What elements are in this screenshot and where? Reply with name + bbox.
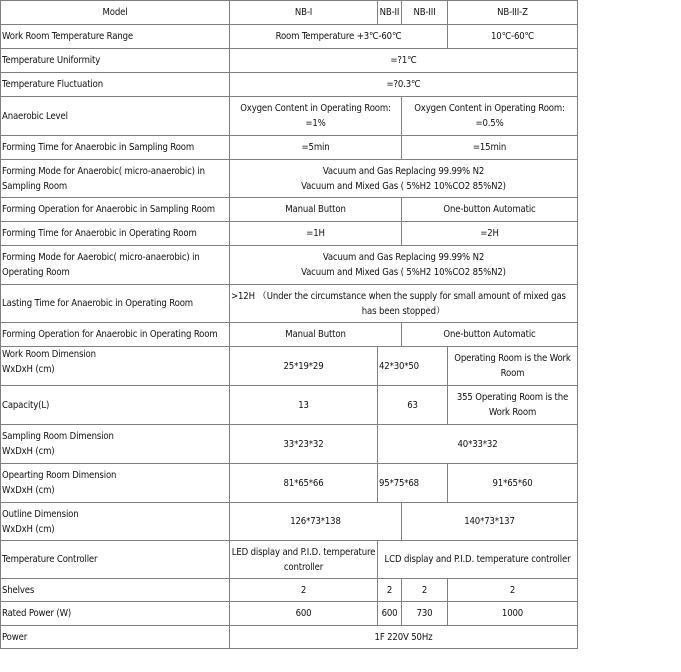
cell-value: =15min xyxy=(402,136,578,160)
label-line: Outline Dimension xyxy=(2,508,79,520)
cell-value: 33*23*32 xyxy=(230,425,378,464)
cell-value xyxy=(230,97,402,136)
cell-line: Vacuum and Mixed Gas ( 5%H2 10%CO2 85%N2) xyxy=(301,180,506,192)
row-label: Shelves xyxy=(1,579,230,602)
label-line: Work Room Dimension xyxy=(2,349,96,360)
cell-line: 355 Operating Room is the xyxy=(456,392,569,403)
row-label xyxy=(1,246,230,285)
row-label: Power xyxy=(1,626,230,649)
cell-line: Operating Room is the Work xyxy=(454,353,571,364)
cell-value: LCD display and P.I.D. temperature controller xyxy=(378,541,578,579)
row-label: Work Room Temperature Range xyxy=(1,25,230,49)
cell-line: >12H （Under the circumstance when the supply for small amount of mixed gas xyxy=(231,290,566,302)
table-row xyxy=(1,347,578,386)
cell-value xyxy=(448,347,578,386)
cell-value: One-button Automatic xyxy=(402,323,578,347)
cell-value xyxy=(230,160,578,198)
row-label xyxy=(1,503,230,541)
cell-value: Room Temperature +3℃-60℃ xyxy=(230,25,448,49)
cell-value: =?0.3℃ xyxy=(230,73,578,97)
table-row xyxy=(1,222,578,246)
cell-value: 2 xyxy=(448,579,578,602)
cell-value: =1H xyxy=(230,222,402,246)
table-row xyxy=(1,73,578,97)
label-line: Operating Room xyxy=(2,267,70,278)
cell-value: 2 xyxy=(402,579,448,602)
cell-value: 81*65*66 xyxy=(230,464,378,503)
cell-line: =0.5% xyxy=(475,118,504,129)
row-label: Forming Time for Anaerobic in Sampling Room xyxy=(1,136,230,160)
cell-line: has been stopped） xyxy=(361,305,446,317)
header-model: Model xyxy=(1,1,230,25)
row-label: Temperature Fluctuation xyxy=(1,73,230,97)
table-row xyxy=(1,198,578,222)
cell-value: 40*33*32 xyxy=(378,425,578,464)
cell-value: 13 xyxy=(230,386,378,425)
table-row xyxy=(1,541,578,579)
cell-value: Manual Button xyxy=(230,198,402,222)
table-row xyxy=(1,626,578,649)
cell-value: 95*75*68 xyxy=(378,464,448,503)
cell-value: 25*19*29 xyxy=(230,347,378,386)
table-row xyxy=(1,425,578,464)
cell-value: 600 xyxy=(378,602,402,626)
cell-line: Vacuum and Mixed Gas ( 5%H2 10%CO2 85%N2) xyxy=(301,267,506,278)
row-label: Anaerobic Level xyxy=(1,97,230,136)
row-label: Temperature Controller xyxy=(1,541,230,579)
row-label xyxy=(1,464,230,503)
cell-value: =?1℃ xyxy=(230,49,578,73)
table-row xyxy=(1,97,578,136)
label-line: WxDxH (cm) xyxy=(2,485,55,496)
label-line: Forming Mode for Aaerobic( micro-anaerobic) in xyxy=(2,252,200,263)
cell-value: 1F 220V 50Hz xyxy=(230,626,578,649)
cell-value: 63 xyxy=(378,386,448,425)
label-line: WxDxH (cm) xyxy=(2,364,55,375)
table-row xyxy=(1,246,578,285)
cell-value: 2 xyxy=(378,579,402,602)
cell-value xyxy=(230,285,578,323)
cell-value: One-button Automatic xyxy=(402,198,578,222)
row-label xyxy=(1,160,230,198)
table-row xyxy=(1,285,578,323)
cell-value: 140*73*137 xyxy=(402,503,578,541)
table-row xyxy=(1,503,578,541)
row-label: Rated Power (W) xyxy=(1,602,230,626)
cell-line: LED display and P.I.D. temperature xyxy=(231,546,376,558)
cell-value: =5min xyxy=(230,136,402,160)
row-label: Lasting Time for Anaerobic in Operating Room xyxy=(1,285,230,323)
row-label: Forming Operation for Anaerobic in Operating Room xyxy=(1,323,230,347)
cell-value xyxy=(230,246,578,285)
table-row xyxy=(1,49,578,73)
table-row xyxy=(1,579,578,602)
label-line: Sampling Room Dimension xyxy=(2,431,114,442)
row-label: Temperature Uniformity xyxy=(1,49,230,73)
cell-value xyxy=(448,386,578,425)
row-label: Capacity(L) xyxy=(1,386,230,425)
row-label xyxy=(1,347,230,386)
table-row xyxy=(1,386,578,425)
table-row xyxy=(1,464,578,503)
cell-line: Room xyxy=(500,368,525,379)
cell-value: Manual Button xyxy=(230,323,402,347)
table-row xyxy=(1,1,578,25)
cell-value xyxy=(230,541,378,579)
table-row xyxy=(1,323,578,347)
header-nb3z: NB-III-Z xyxy=(448,1,578,25)
cell-line: Oxygen Content in Operating Room: xyxy=(414,103,565,114)
label-line: Sampling Room xyxy=(2,180,68,192)
cell-value: 126*73*138 xyxy=(230,503,402,541)
cell-value: 91*65*60 xyxy=(448,464,578,503)
header-nb3: NB-III xyxy=(402,1,448,25)
cell-value: 600 xyxy=(230,602,378,626)
cell-value xyxy=(402,97,578,136)
table-row xyxy=(1,25,578,49)
row-label: Forming Time for Anaerobic in Operating Room xyxy=(1,222,230,246)
cell-line: Vacuum and Gas Replacing 99.99% N2 xyxy=(322,252,485,263)
header-nb1: NB-I xyxy=(230,1,378,25)
header-nb2: NB-II xyxy=(378,1,402,25)
cell-value: 42*30*50 xyxy=(378,347,448,386)
row-label xyxy=(1,425,230,464)
cell-value: 1000 xyxy=(448,602,578,626)
cell-line: Oxygen Content in Operating Room: xyxy=(240,103,391,114)
cell-line: Vacuum and Gas Replacing 99.99% N2 xyxy=(322,165,485,177)
cell-value: 10℃-60℃ xyxy=(448,25,578,49)
cell-value: =2H xyxy=(402,222,578,246)
label-line: WxDxH (cm) xyxy=(2,523,55,535)
cell-line: controller xyxy=(283,561,324,573)
label-line: Forming Mode for Anaerobic( micro-anaerobic) in xyxy=(2,165,205,177)
table-row xyxy=(1,602,578,626)
table-row xyxy=(1,136,578,160)
table-row xyxy=(1,160,578,198)
label-line: Opearting Room Dimension xyxy=(2,470,117,481)
label-line: WxDxH (cm) xyxy=(2,446,55,457)
row-label: Forming Operation for Anaerobic in Sampling Room xyxy=(1,198,230,222)
cell-line: =1% xyxy=(305,118,326,129)
cell-value: 2 xyxy=(230,579,378,602)
cell-value: 730 xyxy=(402,602,448,626)
cell-line: Work Room xyxy=(488,407,537,418)
